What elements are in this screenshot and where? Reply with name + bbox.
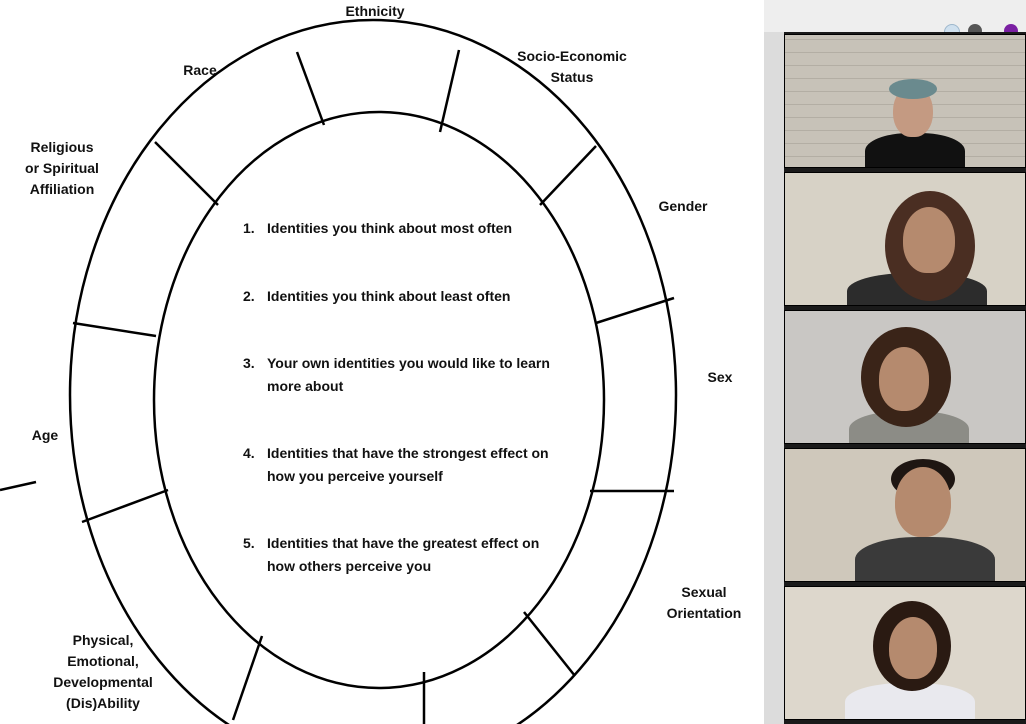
video-tile-participant-2[interactable]: [784, 172, 1026, 306]
label-ability-line1: Physical,: [72, 632, 134, 648]
participant-head: [903, 207, 955, 273]
instruction-text-continued: more about: [267, 378, 344, 394]
label-sexual-orientation-line2: Orientation: [666, 605, 742, 621]
label-gender: Gender: [658, 198, 708, 214]
instruction-text-continued: how you perceive yourself: [267, 468, 443, 484]
video-tile-participant-5[interactable]: [784, 586, 1026, 720]
label-race: Race: [183, 62, 217, 78]
video-gallery: [784, 32, 1026, 724]
instruction-text: Identities you think about most often: [267, 220, 512, 236]
label-socio-economic-line2: Status: [550, 69, 594, 85]
divider-line: [596, 298, 674, 323]
label-ability-line4: (Dis)Ability: [66, 695, 140, 711]
divider-line: [540, 146, 596, 205]
label-sexual-orientation-line1: Sexual: [681, 584, 727, 600]
label-religious-line2: or Spiritual: [25, 160, 99, 176]
instruction-number: 2.: [243, 288, 255, 304]
participant-body: [865, 133, 965, 168]
instruction-text: Your own identities you would like to learn: [267, 355, 550, 371]
participant-head: [889, 617, 937, 679]
instruction-number: 3.: [243, 355, 255, 371]
meeting-toolbar: [764, 0, 1026, 32]
wheel-inner-circle: [154, 112, 604, 688]
participant-head: [879, 347, 929, 411]
instruction-text: Identities that have the strongest effect on: [267, 445, 549, 461]
video-tile-participant-4[interactable]: [784, 448, 1026, 582]
video-tile-participant-1[interactable]: [784, 34, 1026, 168]
participant-body: [855, 537, 995, 582]
participant-headband: [889, 79, 937, 99]
instruction-text: Identities you think about least often: [267, 288, 511, 304]
participant-head: [895, 467, 951, 537]
label-ability-line3: Developmental: [53, 674, 153, 690]
divider-line: [524, 612, 575, 676]
label-sex: Sex: [707, 369, 733, 385]
divider-line: [73, 323, 156, 336]
label-religious-line3: Affiliation: [29, 181, 95, 197]
divider-line: [155, 142, 218, 205]
label-religious-line1: Religious: [30, 139, 94, 155]
instruction-number: 4.: [243, 445, 255, 461]
divider-line: [0, 482, 36, 490]
divider-line: [297, 52, 324, 125]
label-ethnicity: Ethnicity: [345, 3, 405, 19]
instruction-text-continued: how others perceive you: [267, 558, 432, 574]
divider-line: [82, 490, 168, 522]
instruction-text: Identities that have the greatest effect on: [267, 535, 540, 551]
label-socio-economic-line1: Socio-Economic: [517, 48, 627, 64]
instruction-number: 5.: [243, 535, 255, 551]
label-ability-line2: Emotional,: [67, 653, 139, 669]
video-tile-participant-3[interactable]: [784, 310, 1026, 444]
divider-line: [233, 636, 262, 720]
label-age: Age: [31, 427, 59, 443]
pane-divider[interactable]: [764, 0, 784, 724]
divider-line: [440, 50, 459, 132]
instruction-number: 1.: [243, 220, 255, 236]
